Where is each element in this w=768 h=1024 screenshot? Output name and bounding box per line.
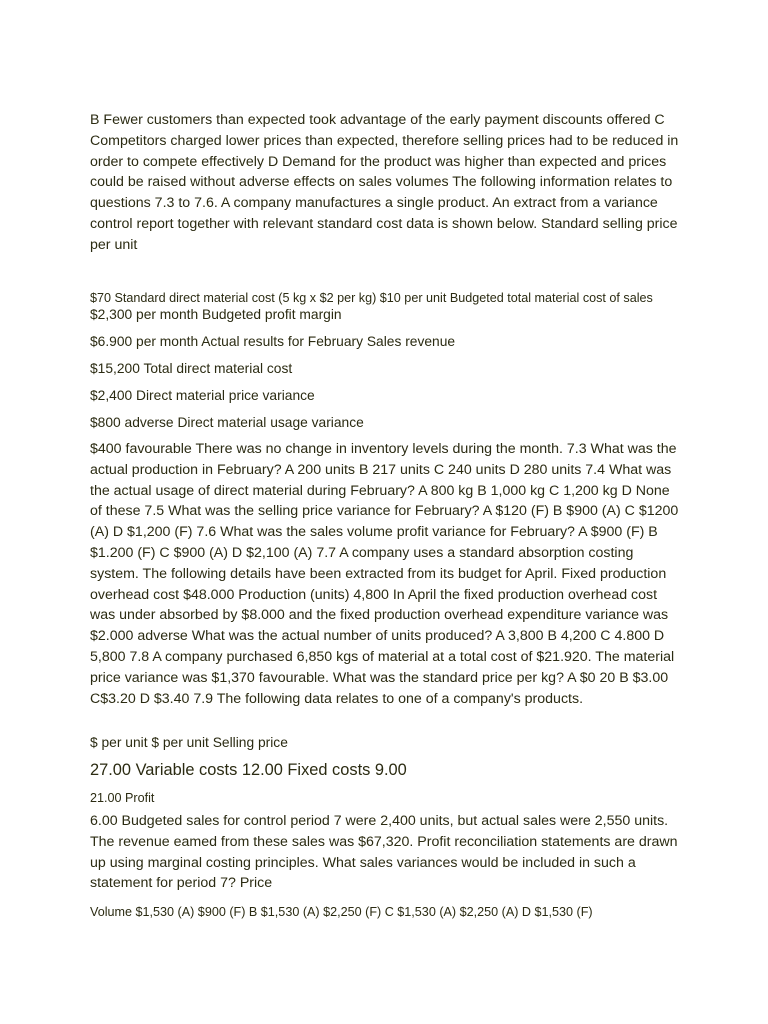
paragraph-budgeted-profit-margin: $6.900 per month Actual results for February Sales revenue: [90, 334, 456, 349]
paragraph-answer-options: Volume $1,530 (A) $900 (F) B $1,530 (A) $2,250 (F) C $1,530 (A) $2,250 (A) D $1,530 (F): [90, 905, 593, 919]
paragraph-standard-material-cost: $70 Standard direct material cost (5 kg x $2 per kg) $10 per unit Budgeted total material cost of sales: [90, 291, 653, 305]
paragraph-material-price-variance: $800 adverse Direct material usage variance: [90, 415, 364, 430]
paragraph-costs: 27.00 Variable costs 12.00 Fixed costs 9.00: [90, 761, 407, 779]
paragraph-budgeted-material-cost: $2,300 per month Budgeted profit margin: [90, 307, 342, 322]
paragraph-sales-revenue: $15,200 Total direct material cost: [90, 361, 293, 376]
paragraph-variance-intro: B Fewer customers than expected took advantage of the early payment discounts offered C Competitors charged lower prices than expected, therefore selling prices had to be reduced in order to compete effectively D Demand for the product was higher than expected and prices could be raised without adverse effects on sales volumes The following information relates to questions 7.3 to 7.6. A company manufactures a single product. An extract from a variance control report together with relevant standard cost data is shown below. Standard selling price per unit: [90, 112, 679, 253]
paragraph-per-unit-header: $ per unit $ per unit Selling price: [90, 735, 288, 750]
paragraph-total-material-cost: $2,400 Direct material price variance: [90, 388, 315, 403]
paragraph-budgeted-sales: 6.00 Budgeted sales for control period 7 were 2,400 units, but actual sales were 2,550 units. The revenue eamed from these sales was $67,320. Profit reconciliation statements are drawn up using marginal costing principles. What sales variances would be included in such a statement for period 7? Price: [90, 813, 678, 892]
paragraph-profit: 21.00 Profit: [90, 791, 155, 805]
paragraph-questions-7-3-to-7-9: $400 favourable There was no change in inventory levels during the month. 7.3 What was the actual production in February? A 200 units B 217 units C 240 units D 280 units 7.4 What was the actual usage of direct material during February? A 800 kg B 1,000 kg C 1,200 kg D None of these 7.5 What was the selling price variance for February? A $120 (F) B $900 (A) C $1200 (A) D $1,200 (F) 7.6 What was the sales volume profit variance for February? A $900 (F) B $1.200 (F) C $900 (A) D $2,100 (A) 7.7 A company uses a standard absorption costing system. The following details have been extracted from its budget for April. Fixed production overhead cost $48.000 Production (units) 4,800 In April the fixed production overhead cost was under absorbed by $8.000 and the fixed production overhead expenditure variance was $2.000 adverse What was the actual number of units produced? A 3,800 B 4,200 C 4.800 D 5,800 7.8 A company purchased 6,850 kgs of material at a total cost of $21.920. The material price variance was $1,370 favourable. What was the standard price per kg? A $0 20 B $3.00 C$3.20 D $3.40 7.9 The following data relates to one of a company's products.: [90, 441, 679, 707]
